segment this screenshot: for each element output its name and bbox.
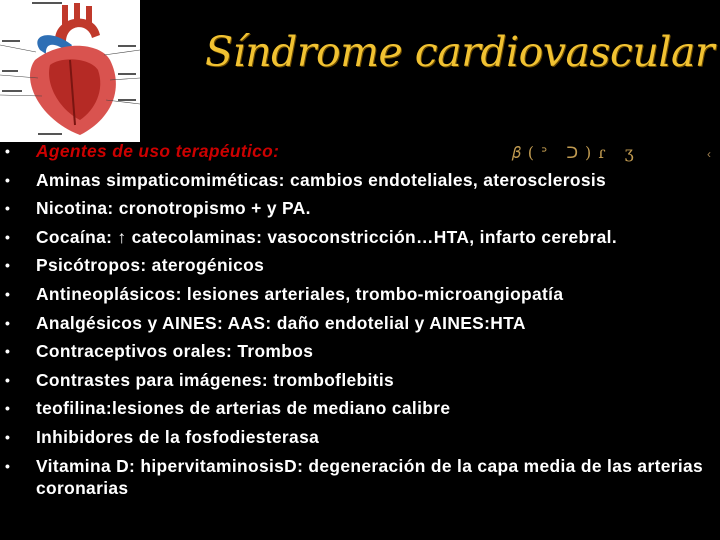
list-item: • Agentes de uso terapéutico: <box>5 141 280 161</box>
bullet-icon: • <box>5 457 11 474</box>
slide-title: Síndrome cardiovascular <box>205 28 715 76</box>
bullet-icon: • <box>5 371 11 388</box>
list-item: • Nicotina: cronotropismo + y PA. <box>5 198 311 219</box>
heart-icon <box>0 0 140 142</box>
bullet-icon: • <box>5 428 11 445</box>
bullet-icon: • <box>5 400 11 417</box>
list-item: • Cocaína: ↑ catecolaminas: vasoconstricción…HTA, infarto cerebral. <box>5 226 618 247</box>
bullet-icon: • <box>5 200 11 217</box>
bullet-list <box>0 140 720 505</box>
bullet-icon: • <box>5 228 11 245</box>
list-item: • Aminas simpaticomiméticas: cambios endoteliales, aterosclerosis <box>5 169 607 190</box>
list-item: • Contraceptivos orales: Trombos <box>5 341 314 362</box>
list-item: • Antineoplásicos: lesiones arteriales, trombo-microangiopatía <box>5 283 564 304</box>
heart-anatomy-image <box>0 0 140 142</box>
list-item: • Contrastes para imágenes: tromboflebitis <box>5 369 395 390</box>
bullet-icon: • <box>5 314 11 331</box>
decorative-glyphs: 𝛽(ᐣ ᑐ)ɾ ʒ <box>512 143 641 162</box>
bullet-icon: • <box>5 143 11 159</box>
list-item: • Analgésicos y AINES: AAS: daño endotelial y AINES:HTA <box>5 312 526 333</box>
list-item: • teofilina:lesiones de arterias de mediano calibre <box>5 398 451 419</box>
decorative-mark: ‹ <box>707 147 711 161</box>
bullet-icon: • <box>5 343 11 360</box>
list-item: • Vitamina D: hipervitaminosisD: degeneración de la capa media de las arterias coronarias <box>5 455 704 498</box>
list-item: • Inhibidores de la fosfodiesterasa <box>5 426 320 447</box>
bullet-icon: • <box>5 171 11 188</box>
bullet-icon: • <box>5 285 11 302</box>
list-item: • Psicótropos: aterogénicos <box>5 255 265 276</box>
bullet-icon: • <box>5 257 11 274</box>
